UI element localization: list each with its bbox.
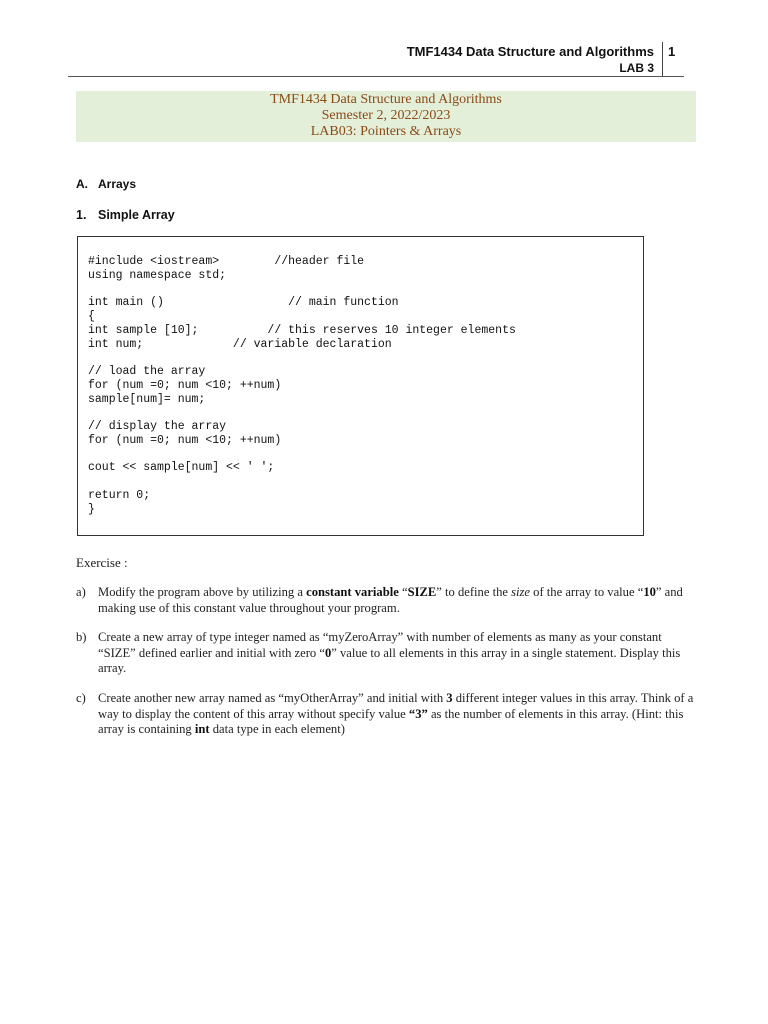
exercise-item-text: Create another new array named as “myOtherArray” and initial with 3 different integer values in this array. Think of a way to display the content of this array without specify value “3” as the number of elements in this array. (Hint: this array is containing int data type in each element) [98,691,694,736]
title-box [76,91,696,142]
exercise-label: Exercise : [76,555,128,570]
section-heading-arrays [76,177,136,191]
code-listing-box [77,236,644,536]
title-line-course: TMF1434 Data Structure and Algorithms [270,92,502,107]
page-number: 1 [668,44,676,59]
title-line-semester: Semester 2, 2022/2023 [321,108,451,123]
subsection-title: Simple Array [98,208,175,222]
code-listing: #include <iostream> //header file using namespace std; int main () // main function { int sample [10]; // this reserves 10 integer elements int num; // variable declaration // load the array for (num =0; num <10; ++num) sample[num]= num; // display the array for (num =0; num <10; ++num) cout << sample[num] << ' '; return 0; } [88,255,516,516]
header-course-title: TMF1434 Data Structure and Algorithms [406,44,654,59]
exercise-item-label: c) [76,691,86,705]
header-rule [68,76,684,77]
exercise-item-label: b) [76,630,87,644]
header-divider [662,42,663,77]
exercise-item-text: Create a new array of type integer named as “myZeroArray” with number of elements as many as your constant “SIZE” defined earlier and initial with zero “0” value to all elements in this array in a single statement. Display this array. [98,630,681,675]
subsection-number: 1. [76,208,87,222]
exercise-item-label: a) [76,585,86,599]
title-line-lab: LAB03: Pointers & Arrays [310,124,462,139]
exercise-item-text: Modify the program above by utilizing a constant variable “SIZE” to define the size of the array to value “10” and making use of this constant value throughout your program. [98,585,683,615]
section-letter: A. [76,177,88,191]
subsection-heading-simple-array [76,208,175,222]
header-lab-label: LAB 3 [619,61,654,75]
section-title: Arrays [98,177,137,191]
